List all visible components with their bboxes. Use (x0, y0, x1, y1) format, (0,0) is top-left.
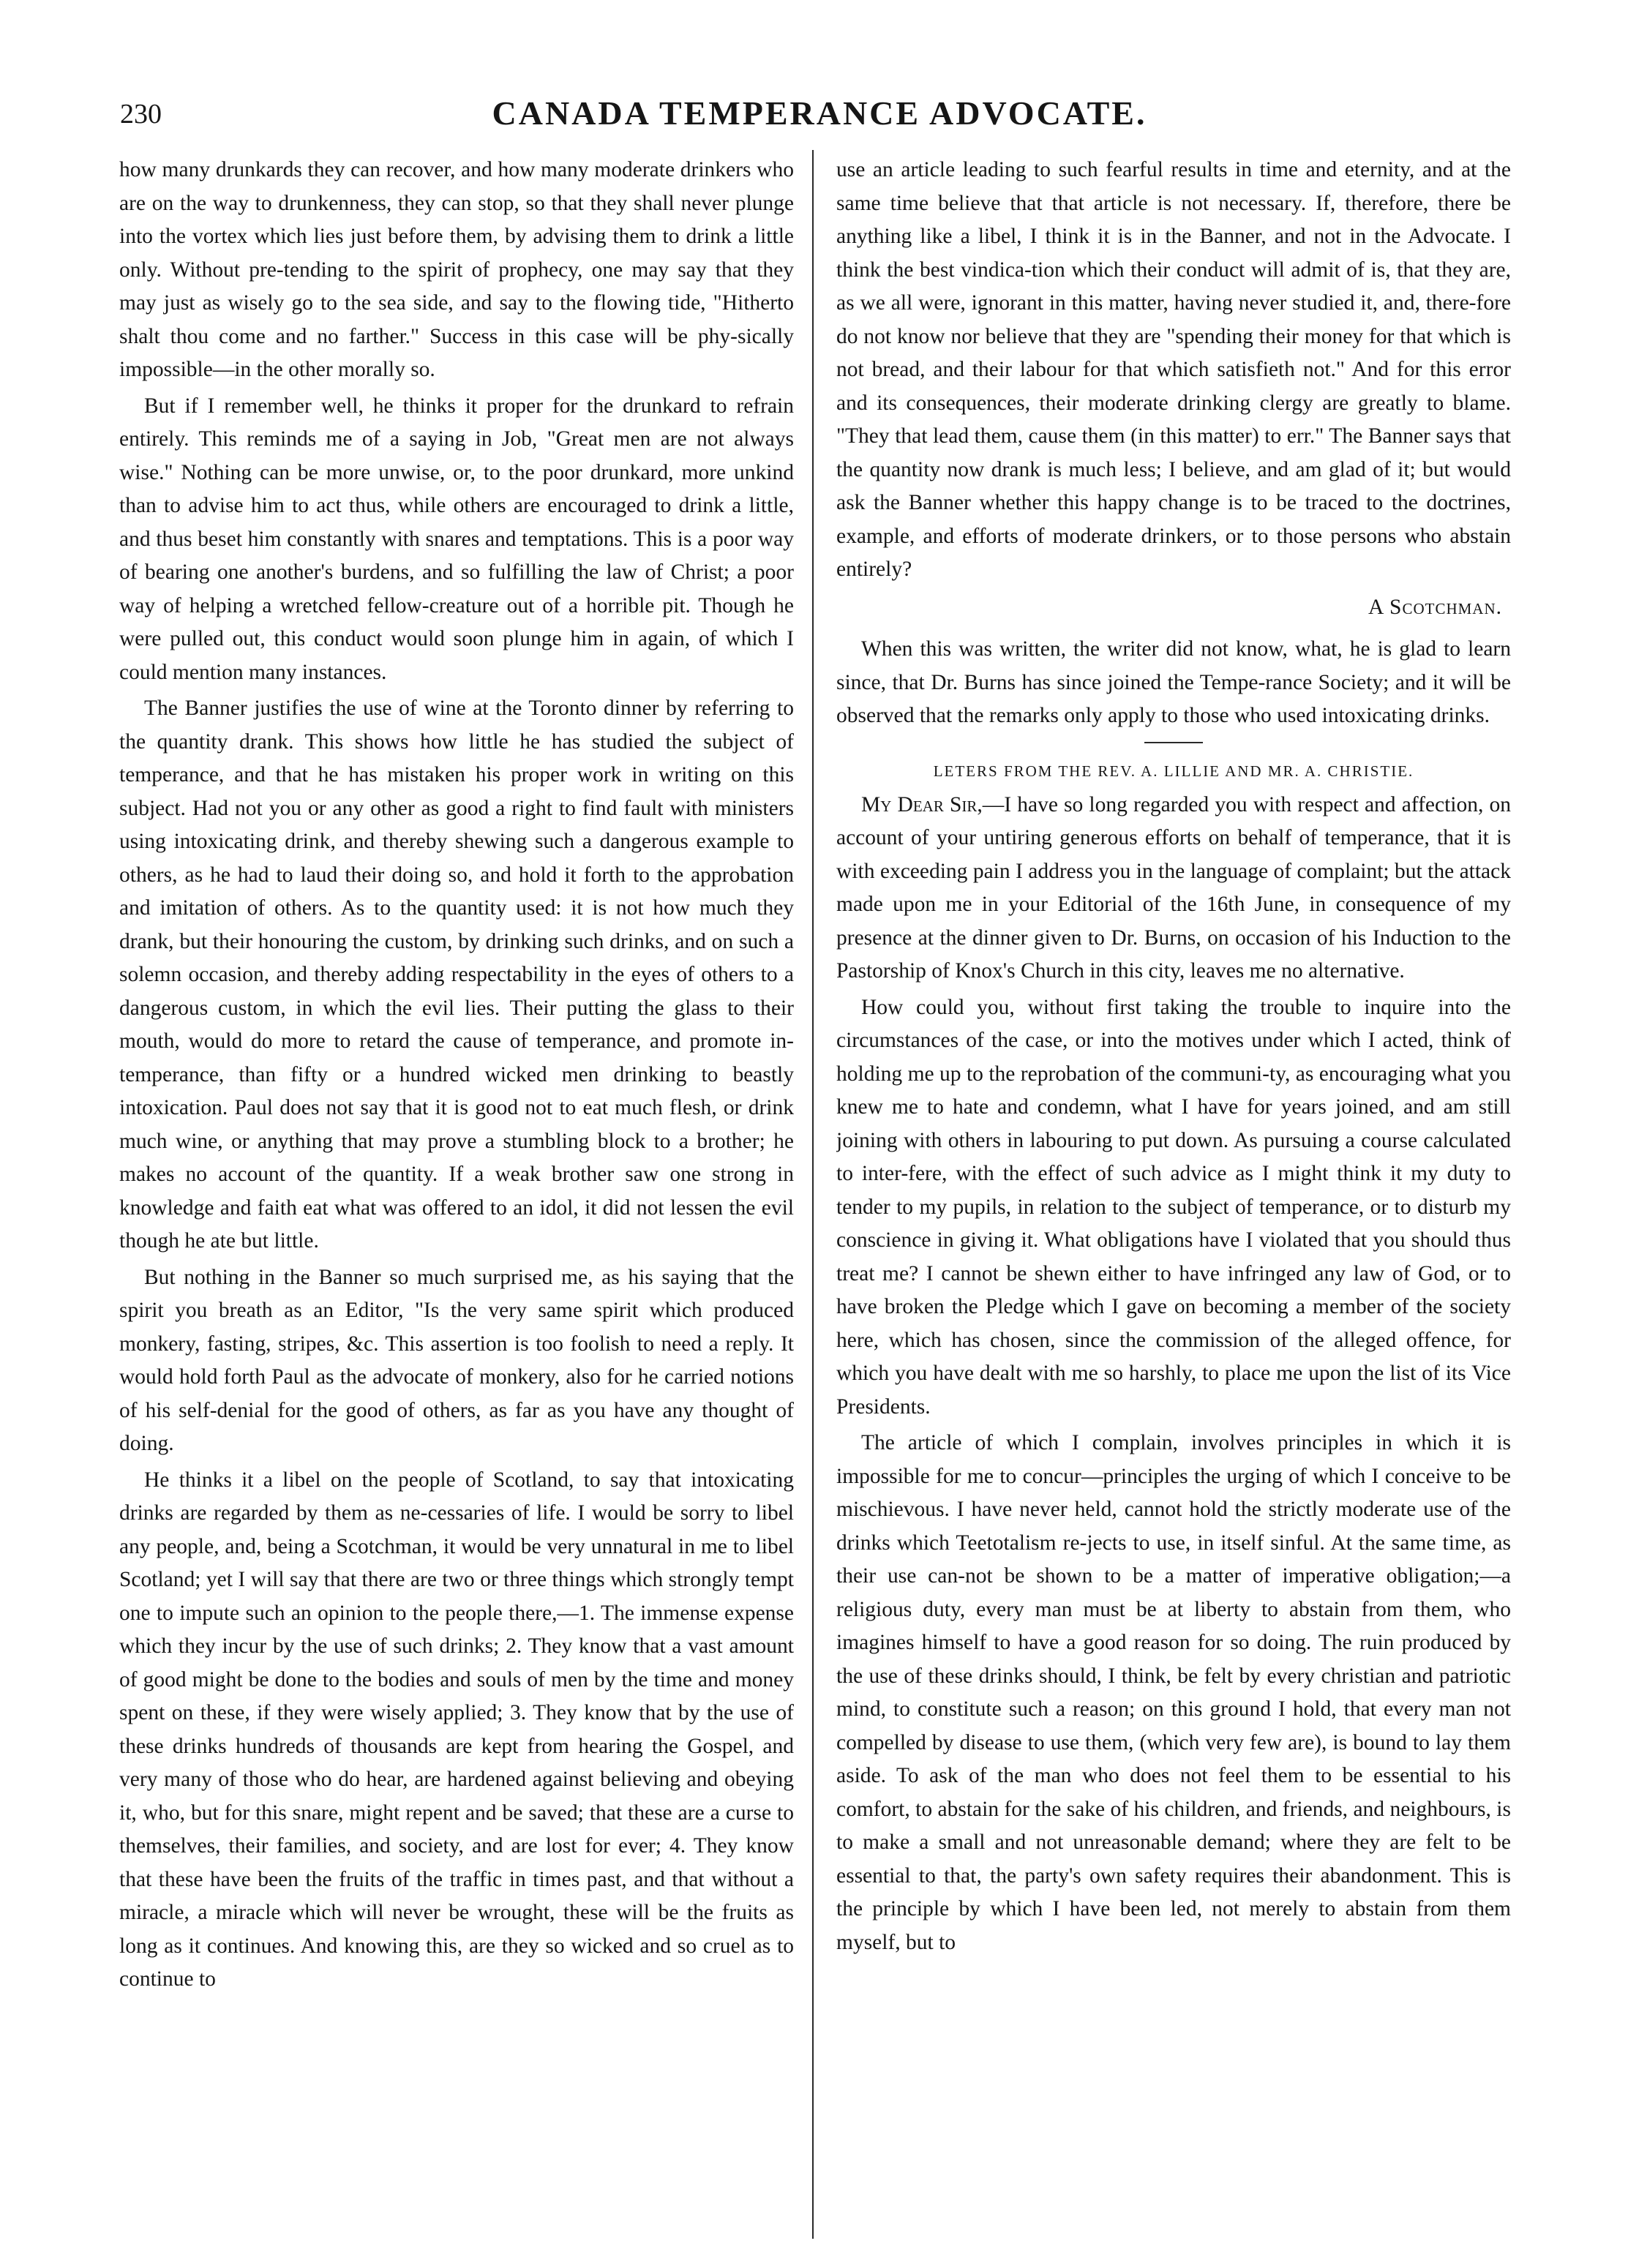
letter-paragraph: The article of which I complain, involves principles in which it is impossible for me to concur—principles the urging of which I conceive to be mischievous. I have never held, cannot hold the strictly moderate use of the drinks which Teetotalism re-jects to use, in itself sinful. At the same time, as their use can-not be shown to be a matter of imperative obligation;—a religious duty, every man must be at liberty to abstain from them, who imagines himself to have a good reason for so doing. The ruin produced by the use of these drinks should, I think, be felt by every christian and patriotic mind, to constitute such a reason; on this ground I hold, that every man not compelled by disease to use them, (which very few are), is bound to lay them aside. To ask of the man who does not feel them to be essential to his comfort, to abstain for the sake of his children, and friends, and neighbours, is to make a small and not unreasonable demand; where they are felt to be essential to that, the party's own safety requires their abandonment. This is the principle by which I have been led, not merely to abstain from them myself, but to (836, 1431, 1511, 1954)
letter-salutation: My Dear Sir, (861, 792, 983, 816)
section-divider (1144, 742, 1203, 743)
column-divider (812, 150, 814, 2239)
article-paragraph: how many drunkards they can recover, and how many moderate drinkers who are on the way to drunkenness, they can stop, so that they shall never plunge into the vortex which lies just before them, by advising them to drink a little only. Without pre-tending to the spirit of prophecy, one may say that they may just as wisely go to the sea side, and say to the flowing tide, "Hitherto shalt thou come and no farther." Success in this case will be phy-sically impossible—in the other morally so. (119, 158, 794, 381)
running-head (110, 94, 1529, 138)
article-paragraph: He thinks it a libel on the people of Scotland, to say that intoxicating drinks are regarded by them as ne-cessaries of life. I would be sorry to libel any people, and, being a Scotchman, it would be very unnatural in me to libel Scotland; yet I will say that there are two or three things which strongly tempt one to impute such an opinion to the people there,—1. The immense expense which they incur by the use of such drinks; 2. They know that a vast amount of good might be done to the bodies and souls of men by the time and money spent on these, if they were wisely applied; 3. They know that by the use of these drinks hundreds of thousands are kept from hearing the Gospel, and very many of those who do hear, are hardened against believing and obeying it, who, but for this snare, might repent and be saved; that these are a curse to themselves, their families, and society, and are lost for ever; 4. They know that these have been the fruits of the traffic in times past, and that without a miracle, a miracle which will never be wrought, these will be the fruits as long as it continues. And knowing this, are they so wicked and so cruel as to continue to (119, 1468, 794, 1991)
left-column (119, 154, 794, 2239)
letter-paragraph (836, 789, 1511, 988)
letter-paragraph: How could you, without first taking the trouble to inquire into the circumstances of the case, or into the motives under which I acted, think of holding me up to the reprobation of the communi-ty, as encouraging what you knew me to hate and condemn, what I have for years joined, and am still joining with others in labouring to put down. As pursuing a course calculated to inter-fere, with the effect of such advice as I might think it my duty to tender to my pupils, in relation to the subject of temperance, or to disturb my conscience in giving it. What obligations have I violated that you should thus treat me? I cannot be shewn either to have infringed any law of God, or to have broken the Pledge which I gave on becoming a member of the society here, which has chosen, since the commission of the alleged offence, for which you have dealt with me so harshly, to place me upon the list of its Vice Presidents. (836, 995, 1511, 1419)
editor-note: When this was written, the writer did not know, what, he is glad to learn since, that Dr. Burns has since joined the Tempe-rance Society; and it will be observed that the remarks only apply to those who used intoxicating drinks. (836, 637, 1511, 727)
letter-opening-text: —I have so long regarded you with respect and affection, on account of your untiring generous efforts on behalf of temperance, that it is with exceeding pain I address you in the language of complaint; but the attack made upon me in your Editorial of the 16th June, in consequence of my presence at the dinner given to Dr. Burns, on occasion of his Induction to the Pastorship of Knox's Church in this city, leaves me no alternative. (836, 792, 1511, 983)
article-paragraph: use an article leading to such fearful results in time and eternity, and at the same time believe that that article is not necessary. If, therefore, there be anything like a libel, I think it is in the Banner, and not in the Advocate. I think the best vindica-tion which their conduct will admit of is, that they are, as we all were, ignorant in this matter, having never studied it, and, there-fore do not know nor believe that they are "spending their money for that which is not bread, and their labour for that which satisfieth not." And for this error and its consequences, their moderate drinking clergy are greatly to blame. "They that lead them, cause them (in this matter) to err." The Banner says that the quantity now drank is much less; I believe, and am glad of it; but would ask the Banner whether this happy change is to be traced to the doctrines, example, and efforts of moderate drinkers, or to those persons who abstain entirely? (836, 158, 1511, 581)
page-number: 230 (120, 99, 162, 129)
author-signature: A Scotchman. (1368, 595, 1502, 619)
letters-heading: LETERS FROM THE REV. A. LILLIE AND MR. A. CHRISTIE. (933, 762, 1414, 780)
journal-title: CANADA TEMPERANCE ADVOCATE. (492, 94, 1147, 132)
article-paragraph: The Banner justifies the use of wine at the Toronto dinner by referring to the quantity drank. This shows how little he has studied the subject of temperance, and that he has mistaken his proper work in writing on this subject. Had not you or any other as good a right to find fault with ministers using intoxicating drink, and thereby shewing such a dangerous example to others, as he had to laud their doing so, and hold it forth to the approbation and imitation of others. As to the quantity used: it is not how much they drank, but their honouring the custom, by drinking such drinks, and on such a solemn occasion, and thereby adding respectability in the eyes of others to a dangerous custom, in which the evil lies. Their putting the glass to their mouth, would do more to retard the cause of temperance, and promote in-temperance, than fifty or a hundred wicked men drinking to beastly intoxication. Paul does not say that it is good not to eat much flesh, or drink much wine, or anything that may prove a stumbling block to a brother; he makes no account of the quantity. If a weak brother saw one strong in knowledge and faith eat what was offered to an idol, it did not lessen the evil though he ate but little. (119, 696, 794, 1253)
right-column (836, 154, 1511, 2239)
article-paragraph: But if I remember well, he thinks it proper for the drunkard to refrain entirely. This reminds me of a saying in Job, "Great men are not always wise." Nothing can be more unwise, or, to the poor drunkard, more unkind than to advise him to act thus, while others are encouraged to drink a little, and thus beset him constantly with snares and temptations. This is a poor way of bearing one another's burdens, and so fulfilling the law of Christ; a poor way of helping a wretched fellow-creature out of a horrible pit. Though he were pulled out, this conduct would soon plunge him in again, of which I could mention many instances. (119, 394, 794, 684)
article-paragraph: But nothing in the Banner so much surprised me, as his saying that the spirit you breath as an Editor, "Is the very same spirit which produced monkery, fasting, stripes, &c. This assertion is too foolish to need a reply. It would hold forth Paul as the advocate of monkery, also for he carried notions of his self-denial for the good of others, as far as you have any thought of doing. (119, 1265, 794, 1455)
